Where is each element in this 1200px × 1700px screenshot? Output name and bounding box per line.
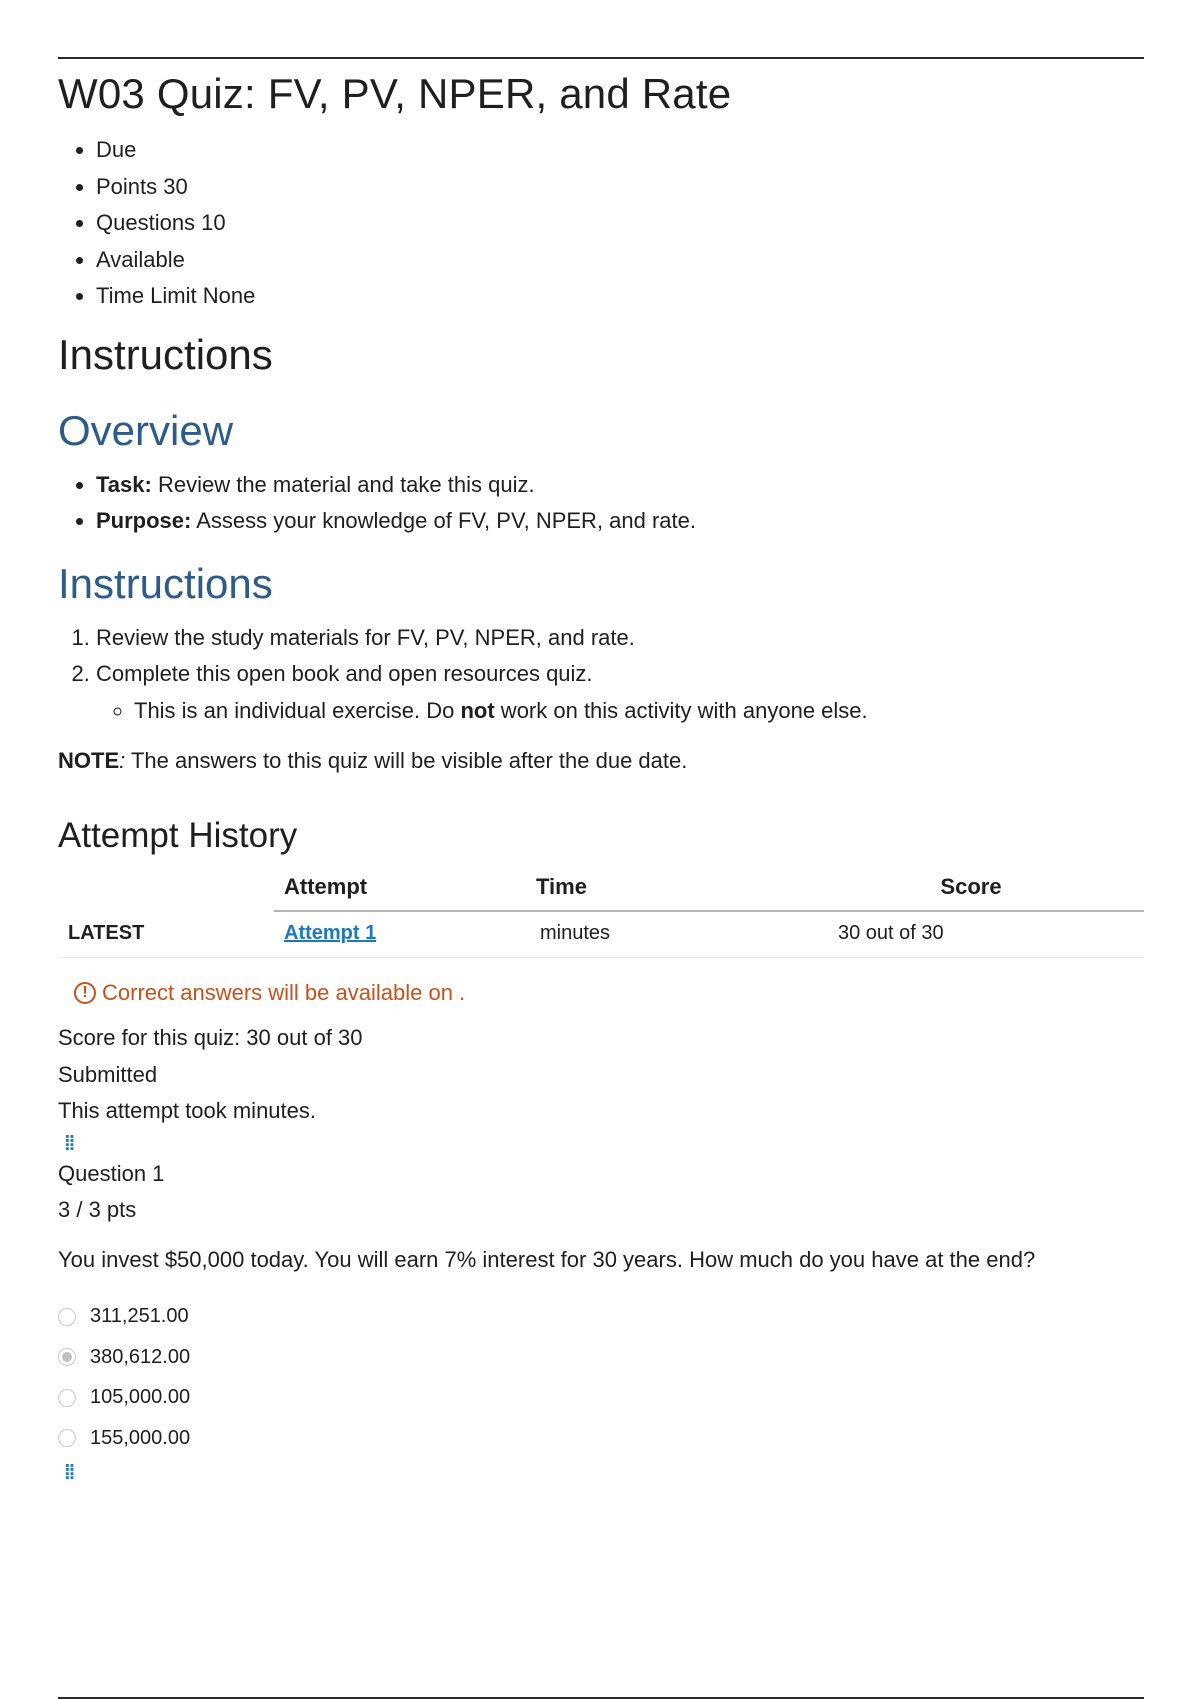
answer-label: 155,000.00 bbox=[90, 1426, 191, 1449]
attempt-history-heading: Attempt History bbox=[58, 816, 298, 855]
answer-options bbox=[58, 1297, 1144, 1459]
step-2-text: Complete this open book and open resources quiz. bbox=[96, 661, 593, 686]
table-row bbox=[58, 911, 1144, 958]
quiz-score: Score for this quiz: 30 out of 30 bbox=[58, 1025, 363, 1050]
radio-button-selected[interactable] bbox=[58, 1348, 76, 1366]
step-2-sublist bbox=[96, 693, 1144, 730]
overview-list bbox=[58, 467, 1144, 540]
instruction-steps bbox=[58, 620, 1144, 730]
header-blank bbox=[58, 874, 274, 911]
step-1: 1. Review the study materials for FV, PV, NPER, and rate. bbox=[96, 620, 1144, 657]
meta-questions: • Questions 10 bbox=[96, 205, 1144, 242]
overview-heading: Overview bbox=[58, 406, 234, 454]
note-label: NOTE bbox=[58, 748, 120, 773]
header-time: Time bbox=[528, 874, 798, 911]
question-label: Question 1 bbox=[58, 1160, 165, 1186]
instructions-subheading: Instructions bbox=[58, 559, 273, 607]
header-score: Score bbox=[798, 874, 1144, 911]
header-attempt: Attempt bbox=[274, 874, 528, 911]
time-cell: minutes bbox=[528, 911, 798, 958]
radio-button[interactable] bbox=[58, 1308, 76, 1326]
question-text: You invest $50,000 today. You will earn 7% interest for 30 years. How much do you have at the end? bbox=[58, 1246, 1036, 1272]
sub-text-after: work on this activity with anyone else. bbox=[494, 697, 868, 723]
question-points: 3 / 3 pts bbox=[58, 1197, 137, 1222]
attempt-duration: This attempt took minutes. bbox=[58, 1098, 316, 1123]
task-text: Review the material and take this quiz. bbox=[151, 471, 535, 497]
answer-label: 380,612.00 bbox=[90, 1345, 191, 1368]
page-title: W03 Quiz: FV, PV, NPER, and Rate bbox=[58, 70, 732, 117]
answer-label: 311,251.00 bbox=[90, 1305, 189, 1328]
table-header-row bbox=[58, 874, 1144, 911]
overview-purpose bbox=[96, 503, 1144, 540]
quiz-page bbox=[58, 70, 1144, 1485]
task-label: Task: bbox=[96, 471, 152, 497]
sub-text-bold: not bbox=[460, 697, 495, 723]
note-colon: : bbox=[119, 748, 126, 773]
purpose-text: Assess your knowledge of FV, PV, NPER, and rate. bbox=[191, 508, 697, 533]
purpose-label: Purpose: bbox=[96, 508, 192, 533]
instructions-heading: Instructions bbox=[58, 330, 273, 378]
score-cell: 30 out of 30 bbox=[798, 911, 1144, 958]
radio-button[interactable] bbox=[58, 1389, 76, 1407]
drag-handle-icon[interactable]: ⁞⁞ bbox=[64, 1132, 74, 1155]
answer-option bbox=[58, 1378, 1144, 1419]
notice-text: Correct answers will be available on . bbox=[102, 980, 466, 1005]
correct-answers-notice bbox=[74, 980, 1144, 1006]
answer-option bbox=[58, 1297, 1144, 1338]
overview-task bbox=[96, 467, 1144, 504]
meta-points: • Points 30 bbox=[96, 169, 1144, 206]
note-text: The answers to this quiz will be visible after the due date. bbox=[125, 748, 688, 773]
attempt-link[interactable]: Attempt 1 bbox=[284, 922, 377, 944]
quiz-meta-list bbox=[58, 132, 1144, 315]
step-2-note bbox=[134, 693, 1144, 730]
answer-option bbox=[58, 1337, 1144, 1378]
answer-option bbox=[58, 1418, 1144, 1459]
meta-due: • Due bbox=[96, 132, 1144, 169]
attempt-summary bbox=[58, 1020, 1144, 1130]
exclamation-circle-icon: ! bbox=[74, 982, 96, 1004]
meta-available: • Available bbox=[96, 242, 1144, 279]
latest-label: LATEST bbox=[58, 911, 274, 958]
bottom-divider bbox=[58, 1697, 1144, 1699]
top-divider bbox=[58, 57, 1144, 59]
answer-label: 105,000.00 bbox=[90, 1386, 191, 1409]
sub-text-before: This is an individual exercise. Do bbox=[134, 697, 461, 723]
attempt-cell bbox=[274, 911, 528, 958]
step-2 bbox=[96, 656, 1144, 729]
meta-time-limit: • Time Limit None bbox=[96, 278, 1144, 315]
drag-handle-icon[interactable]: ⁞⁞ bbox=[64, 1461, 74, 1484]
question-header bbox=[58, 1156, 1144, 1229]
note-paragraph bbox=[58, 746, 1144, 776]
radio-button[interactable] bbox=[58, 1429, 76, 1447]
submission-status: Submitted bbox=[58, 1061, 158, 1087]
attempt-history-table bbox=[58, 874, 1144, 958]
